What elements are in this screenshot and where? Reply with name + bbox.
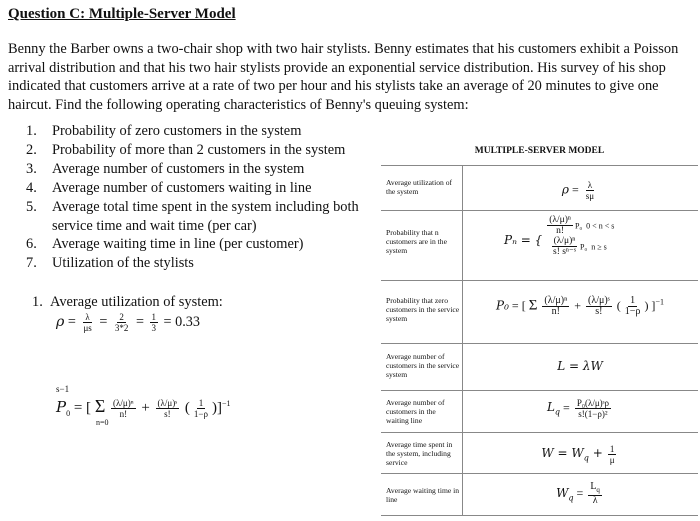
answer-heading: 1. Average utilization of system: bbox=[32, 294, 223, 310]
question-list bbox=[26, 122, 376, 273]
list-item: 7. Utilization of the stylists bbox=[26, 255, 194, 272]
row-formula-W: $W = W_q$ + $\frac{1}{\mu}$ bbox=[541, 444, 615, 465]
list-item: 4. Average number of customers waiting in line bbox=[26, 179, 312, 196]
sum-lower: n=0 bbox=[96, 418, 109, 427]
question-title: Question C: Multiple-Server Model bbox=[8, 6, 236, 22]
row-label-Wq: Average waiting time in line bbox=[386, 486, 460, 504]
p0-formula: $P_0$ = [ Σ $\frac{\text{(λ/μ)ⁿ}}{n!}$ + $\frac{\text{(λ/μ)ˢ}}{s!}$ ( $\frac{1}{1-\rho}$ )]$^{-1}$ bbox=[56, 396, 231, 420]
row-label-W: Average time spent in the system, including service bbox=[386, 440, 453, 467]
row-formula-L: L = λW bbox=[557, 359, 603, 373]
list-item: 5. Average total time spent in the system including both service time and wait time (per car) bbox=[26, 198, 359, 234]
row-label-pn: Probability that n customers are in the system bbox=[386, 228, 447, 255]
row-formula-Wq: $W_q$ = $\frac{L_q}{\lambda}$ bbox=[556, 481, 600, 506]
table-header: MULTIPLE-SERVER MODEL bbox=[474, 146, 605, 156]
row-formula-Lq: $L_q$ = $\frac{\text{P₀(λ/μ)ˢρ}}{\text{s!(1−ρ)²}}$ bbox=[546, 398, 610, 419]
row-label-L: Average number of customers in the service system bbox=[386, 352, 460, 379]
row-formula-p0: P₀ = [ Σ $\frac{\text{(λ/μ)ⁿ}}{n!}$ + $\frac{\text{(λ/μ)ˢ}}{s!}$ ( $\frac{1}{1-\rho}$ ) ]$^{-1}$ bbox=[496, 295, 664, 317]
row-label-p0: Probability that zero customers in the service system bbox=[386, 296, 460, 323]
list-item: 3. Average number of customers in the system bbox=[26, 160, 305, 177]
row-label-Lq: Average number of customers in the waiting line bbox=[386, 398, 445, 425]
list-item: 6. Average waiting time in line (per customer) bbox=[26, 236, 304, 253]
sum-upper: s−1 bbox=[56, 384, 70, 394]
rho-equation: ρ = $\frac{\lambda}{\mu s}$ = $\frac{2}{3*2}$ = $\frac{1}{3}$ = 0.33 bbox=[56, 312, 200, 333]
row-label-utilization: Average utilization of the system bbox=[386, 178, 453, 196]
list-item: 2. Probability of more than 2 customers in the system bbox=[26, 141, 346, 158]
row-formula-pn: Pₙ = { $\frac{\text{(λ/μ)ⁿ}}{n!}$ P₀ 0 < n < s $\frac{\text{(λ/μ)ⁿ}}{\text{s! sⁿ⁻ˢ}}$ P₀ n ≥ s bbox=[504, 215, 615, 257]
list-item: 1. Probability of zero customers in the system bbox=[26, 123, 302, 139]
problem-paragraph: Benny the Barber owns a two-chair shop with two hair stylists. Benny estimates that his customers exhibit a Poisson arrival distribution and that his two hair stylists provide an exponential service distribution. His survey of his shop indicated that customers arrive at a rate of two per hour and his stylists take an average of 20 minutes to give one haircut. Find the following operating characteristics of Benny's queuing system: bbox=[8, 41, 679, 113]
row-formula-utilization: ρ = $\frac{\lambda}{s\mu}$ bbox=[561, 180, 595, 201]
